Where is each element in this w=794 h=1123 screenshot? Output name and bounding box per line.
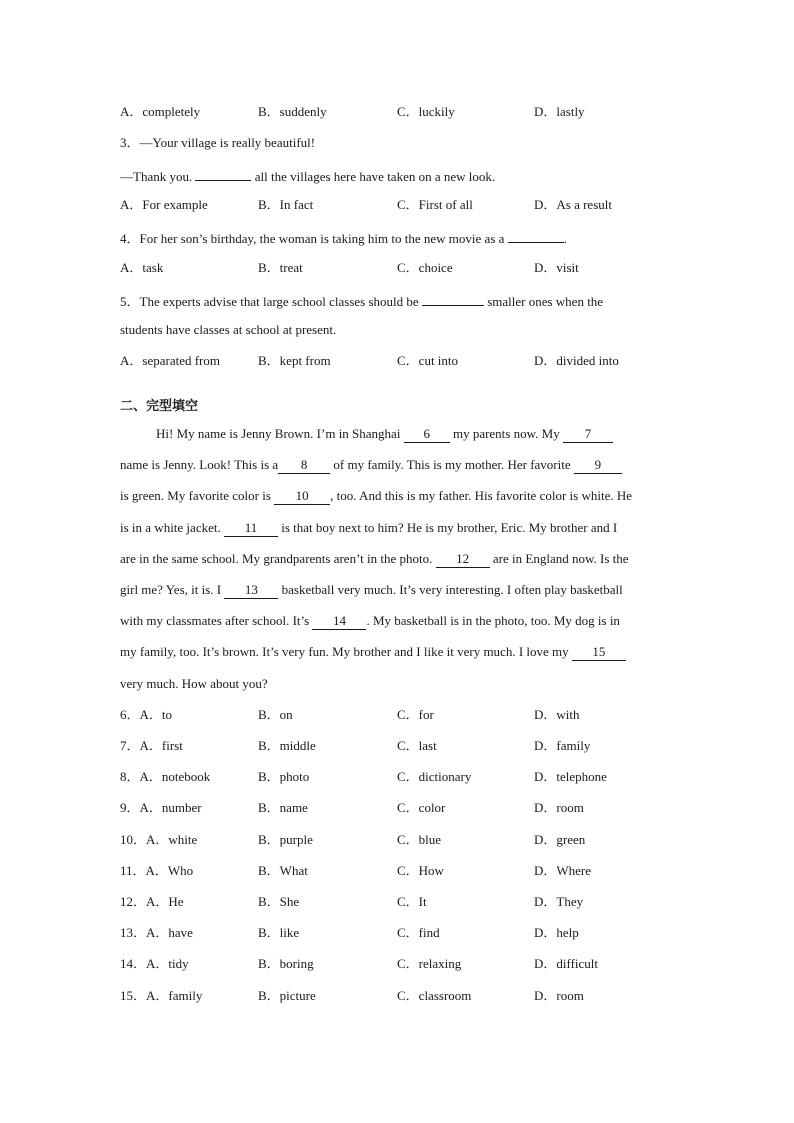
option-a: 8．A．notebook xyxy=(120,769,211,784)
option-c: C．How xyxy=(397,863,444,878)
cloze-options-12 xyxy=(120,892,680,912)
q2-option-d: D．lastly xyxy=(534,104,585,119)
q5-option-a: A．separated from xyxy=(120,353,220,368)
blank-13: 13 xyxy=(224,582,278,599)
passage-line-6 xyxy=(120,580,680,600)
q2-option-a: A．completely xyxy=(120,104,201,119)
q4-stem xyxy=(120,226,567,246)
option-a: 10．A．white xyxy=(120,832,198,847)
passage-text: is green. My favorite color is xyxy=(120,488,271,503)
q3-option-a: A．For example xyxy=(120,197,208,212)
option-a: 7．A．first xyxy=(120,738,183,753)
cloze-options-11 xyxy=(120,861,680,881)
option-b: B．on xyxy=(258,707,293,722)
option-b: B．She xyxy=(258,894,300,909)
option-b: B．boring xyxy=(258,956,314,971)
option-a: 11．A．Who xyxy=(120,863,194,878)
section-2-heading: 二、完型填空 xyxy=(120,399,199,414)
q3-option-d: D．As a result xyxy=(534,197,612,212)
q4-text-after: . xyxy=(563,231,567,246)
q4-options xyxy=(120,258,680,278)
q3-answer-blank xyxy=(195,164,251,181)
passage-text: basketball very much. It’s very interesting. I often play basketball xyxy=(281,582,623,597)
option-b: B．like xyxy=(258,925,300,940)
option-d: D．room xyxy=(534,988,584,1003)
q3-option-c: C．First of all xyxy=(397,197,473,212)
option-c: C．color xyxy=(397,800,446,815)
passage-text: Hi! My name is Jenny Brown. I’m in Shanghai xyxy=(156,426,401,441)
passage-line-2 xyxy=(120,455,680,475)
option-d: D．Where xyxy=(534,863,592,878)
q4-text-before: 4．For her son’s birthday, the woman is taking him to the new movie as a xyxy=(120,231,505,246)
blank-7: 7 xyxy=(563,426,613,443)
option-c: C．last xyxy=(397,738,437,753)
passage-text: girl me? Yes, it is. I xyxy=(120,582,222,597)
option-a: 15．A．family xyxy=(120,988,203,1003)
q2-option-b: B．suddenly xyxy=(258,104,327,119)
passage-line-1 xyxy=(120,424,680,444)
option-c: C．find xyxy=(397,925,440,940)
q3-text-after: all the villages here have taken on a new look. xyxy=(254,169,496,184)
option-a: 13．A．have xyxy=(120,925,193,940)
passage-text: . My basketball is in the photo, too. My dog is in xyxy=(366,613,620,628)
blank-6: 6 xyxy=(404,426,450,443)
option-a: 12．A．He xyxy=(120,894,184,909)
option-c: C．blue xyxy=(397,832,442,847)
passage-line-4 xyxy=(120,518,680,538)
option-c: C．for xyxy=(397,707,434,722)
option-c: C．classroom xyxy=(397,988,472,1003)
q4-option-c: C．choice xyxy=(397,260,453,275)
passage-line-8 xyxy=(120,642,680,662)
passage-line-5 xyxy=(120,549,680,569)
q3-stem-line1: 3．—Your village is really beautiful! xyxy=(120,135,316,150)
option-d: D．room xyxy=(534,800,584,815)
blank-9: 9 xyxy=(574,457,622,474)
q2-option-c: C．luckily xyxy=(397,104,455,119)
cloze-options-13 xyxy=(120,923,680,943)
passage-text: name is Jenny. Look! This is a xyxy=(120,457,279,472)
option-a: 9．A．number xyxy=(120,800,202,815)
option-d: D．with xyxy=(534,707,580,722)
q5-options xyxy=(120,351,680,371)
cloze-options-6 xyxy=(120,705,680,725)
q5-option-b: B．kept from xyxy=(258,353,331,368)
option-d: D．telephone xyxy=(534,769,607,784)
cloze-options-10 xyxy=(120,830,680,850)
option-a: 6．A．to xyxy=(120,707,173,722)
q5-option-d: D．divided into xyxy=(534,353,619,368)
cloze-options-15 xyxy=(120,986,680,1006)
blank-12: 12 xyxy=(436,551,490,568)
cloze-options-8 xyxy=(120,767,680,787)
passage-text: , too. And this is my father. His favorite color is white. He xyxy=(330,488,632,503)
blank-11: 11 xyxy=(224,520,278,537)
blank-8: 8 xyxy=(278,457,330,474)
q5-stem-line1 xyxy=(120,289,603,309)
option-c: C．dictionary xyxy=(397,769,472,784)
q4-option-b: B．treat xyxy=(258,260,303,275)
blank-15: 15 xyxy=(572,644,626,661)
option-a: 14．A．tidy xyxy=(120,956,189,971)
q3-text-before: —Thank you. xyxy=(120,169,193,184)
option-d: D．green xyxy=(534,832,586,847)
passage-text: are in England now. Is the xyxy=(492,551,629,566)
passage-line-9: very much. How about you? xyxy=(120,676,268,691)
q4-option-d: D．visit xyxy=(534,260,579,275)
q5-text-before: 5．The experts advise that large school classes should be xyxy=(120,294,419,309)
option-d: D．help xyxy=(534,925,579,940)
passage-text: my family, too. It’s brown. It’s very fun. My brother and I like it very much. I love my xyxy=(120,644,569,659)
cloze-options-9 xyxy=(120,798,680,818)
passage-text: of my family. This is my mother. Her favorite xyxy=(333,457,571,472)
passage-text: with my classmates after school. It’s xyxy=(120,613,310,628)
q4-answer-blank xyxy=(508,226,564,243)
cloze-options-14 xyxy=(120,954,680,974)
q5-option-c: C．cut into xyxy=(397,353,459,368)
q5-stem-line2: students have classes at school at present. xyxy=(120,322,337,337)
option-b: B．name xyxy=(258,800,308,815)
passage-line-3 xyxy=(120,486,680,506)
q3-stem-line2 xyxy=(120,164,495,184)
q3-options xyxy=(120,195,680,215)
passage-text: is in a white jacket. xyxy=(120,520,221,535)
q5-text-after: smaller ones when the xyxy=(487,294,604,309)
q5-answer-blank xyxy=(422,289,484,306)
option-b: B．purple xyxy=(258,832,313,847)
option-d: D．difficult xyxy=(534,956,599,971)
passage-text: is that boy next to him? He is my brother, Eric. My brother and I xyxy=(281,520,618,535)
blank-14: 14 xyxy=(312,613,366,630)
option-d: D．family xyxy=(534,738,591,753)
option-b: B．photo xyxy=(258,769,310,784)
cloze-options-7 xyxy=(120,736,680,756)
option-b: B．What xyxy=(258,863,308,878)
blank-10: 10 xyxy=(274,488,330,505)
option-d: D．They xyxy=(534,894,584,909)
option-c: C．relaxing xyxy=(397,956,462,971)
passage-text: are in the same school. My grandparents aren’t in the photo. xyxy=(120,551,433,566)
q2-options xyxy=(120,102,680,122)
option-c: C．It xyxy=(397,894,427,909)
passage-text: my parents now. My xyxy=(452,426,560,441)
q3-option-b: B．In fact xyxy=(258,197,314,212)
q4-option-a: A．task xyxy=(120,260,164,275)
option-b: B．middle xyxy=(258,738,316,753)
passage-line-7 xyxy=(120,611,680,631)
option-b: B．picture xyxy=(258,988,316,1003)
